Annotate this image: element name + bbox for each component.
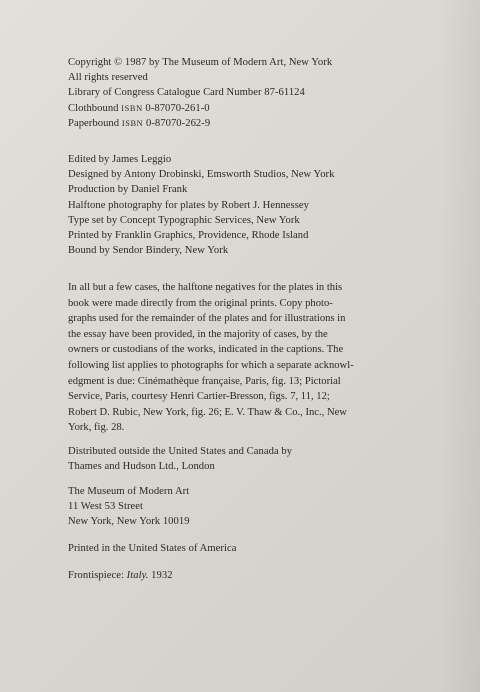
address-line: The Museum of Modern Art [68, 486, 190, 497]
clothbound-isbn-label: ISBN [121, 103, 143, 113]
paragraph-line: the essay have been provided, in the majority of cases, by the [68, 328, 328, 340]
address-line: 11 West 53 Street [68, 501, 144, 513]
paragraph-line: Robert D. Rubic, New York, fig. 26; E. V. Thaw & Co., Inc., New [68, 406, 347, 418]
photo-credits-paragraph [68, 280, 410, 436]
clothbound-isbn: 0-87070-261-0 [145, 102, 210, 114]
credits-block [68, 152, 428, 258]
paragraph-line: following list applies to photographs for which a separate acknowl- [68, 359, 354, 371]
distribution-block [68, 444, 428, 474]
distribution-line: Distributed outside the United States and Canada by [68, 446, 293, 457]
frontispiece-year: 1932 [151, 570, 173, 581]
credit-line: Halftone photography for plates by Robert J. Hennessey [68, 199, 310, 211]
address-block [68, 484, 428, 530]
frontispiece-block [68, 568, 428, 583]
copyright-line: Copyright © 1987 by The Museum of Modern Art, New York [68, 57, 333, 68]
clothbound-label: Clothbound [68, 102, 119, 114]
paperbound-label: Paperbound [68, 117, 120, 129]
paragraph-line: edgment is due: Cinémathèque française, Paris, fig. 13; Pictorial [68, 375, 341, 387]
paperbound-isbn-label: ISBN [121, 118, 144, 128]
credit-line: Edited by James Leggio [68, 154, 172, 165]
paperbound-isbn-line [68, 116, 428, 131]
frontispiece-label: Frontispiece: [68, 570, 124, 581]
paragraph-line: book were made directly from the original prints. Copy photo- [68, 297, 333, 309]
frontispiece-line [68, 568, 428, 583]
printed-in-block [68, 541, 428, 556]
paragraph-line: graphs used for the remainder of the plates and for illustrations in [68, 313, 346, 325]
address-line: New York, New York 10019 [68, 516, 190, 528]
credit-line: Bound by Sendor Bindery, New York [68, 245, 229, 257]
credit-line: Printed by Franklin Graphics, Providence, Rhode Island [68, 230, 309, 242]
credit-line: Type set by Concept Typographic Services, New York [68, 214, 300, 226]
rights-line: All rights reserved [68, 72, 148, 84]
paragraph-line: York, fig. 28. [68, 422, 125, 434]
paragraph-line: In all but a few cases, the halftone negatives for the plates in this [68, 282, 343, 293]
credit-line: Designed by Antony Drobinski, Emsworth Studios, New York [68, 169, 335, 181]
frontispiece-title: Italy. [126, 570, 149, 581]
catalogue-card-line: Library of Congress Catalogue Card Number 87-61124 [68, 87, 305, 99]
paragraph-line: Service, Paris, courtesy Henri Cartier-Bresson, figs. 7, 11, 12; [68, 391, 330, 403]
copyright-block [68, 55, 428, 131]
paragraph-line: owners or custodians of the works, indicated in the captions. The [68, 344, 344, 356]
clothbound-isbn-line [68, 101, 428, 116]
credit-line: Production by Daniel Frank [68, 184, 188, 196]
printed-in-line: Printed in the United States of America [68, 543, 237, 554]
paperbound-isbn: 0-87070-262-9 [146, 117, 211, 129]
distribution-line: Thames and Hudson Ltd., London [68, 461, 215, 473]
